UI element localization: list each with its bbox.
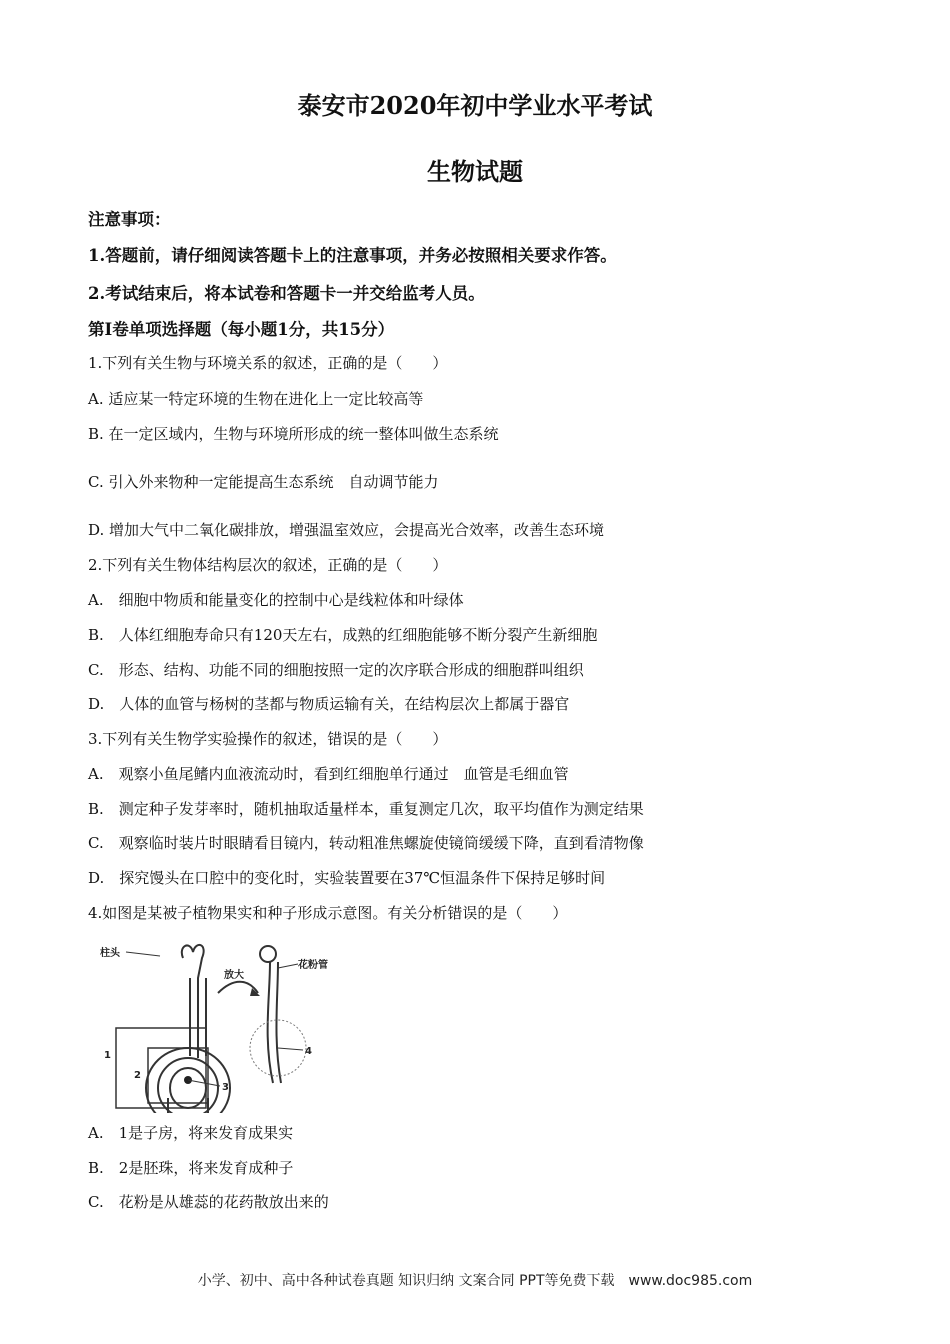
figure-label-1: 1 bbox=[104, 1050, 111, 1061]
figure-label-stigma: 柱头 bbox=[100, 948, 120, 959]
figure-label-enlarge: 放大 bbox=[224, 970, 244, 981]
question-1-stem: 1.下列有关生物与环境关系的叙述，正确的是（ ） bbox=[88, 354, 448, 372]
figure-label-4: 4 bbox=[305, 1046, 312, 1057]
question-1-option-b: B. 在一定区域内，生物与环境所形成的统一整体叫做生态系统 bbox=[88, 425, 499, 443]
question-3-option-d: D. 探究馒头在口腔中的变化时，实验装置要在37℃恒温条件下保持足够时间 bbox=[88, 869, 606, 887]
exam-subtitle: 生物试题 bbox=[427, 157, 523, 186]
figure-label-pollen-tube: 花粉管 bbox=[298, 960, 328, 971]
exam-title: 泰安市2020年初中学业水平考试 bbox=[297, 91, 653, 120]
question-4-stem: 4.如图是某被子植物果实和种子形成示意图。有关分析错误的是（ ） bbox=[88, 904, 568, 922]
question-2-option-b: B. 人体红细胞寿命只有120天左右，成熟的红细胞能够不断分裂产生新细胞 bbox=[88, 626, 598, 644]
question-3-stem: 3.下列有关生物学实验操作的叙述，错误的是（ ） bbox=[88, 730, 448, 748]
question-4-option-a: A. 1是子房，将来发育成果实 bbox=[88, 1124, 294, 1142]
figure-label-3: 3 bbox=[222, 1082, 229, 1093]
notes-item-1: 1.答题前，请仔细阅读答题卡上的注意事项，并务必按照相关要求作答。 bbox=[88, 246, 617, 265]
question-3-option-b: B. 测定种子发芽率时，随机抽取适量样本，重复测定几次，取平均值作为测定结果 bbox=[88, 800, 644, 818]
page-footer: 小学、初中、高中各种试卷真题 知识归纳 文案合同 PPT等免费下载 www.doc985.com bbox=[197, 1273, 753, 1289]
question-3-option-a: A. 观察小鱼尾鳍内血液流动时，看到红细胞单行通过 血管是毛细血管 bbox=[88, 765, 569, 783]
question-4-option-b: B. 2是胚珠，将来发育成种子 bbox=[88, 1159, 294, 1177]
section-title: 第Ⅰ卷单项选择题（每小题1分，共15分） bbox=[88, 320, 395, 339]
question-2-stem: 2.下列有关生物体结构层次的叙述，正确的是（ ） bbox=[88, 556, 448, 574]
question-1-option-d: D. 增加大气中二氧化碳排放，增强温室效应，会提高光合效率，改善生态环境 bbox=[88, 521, 605, 539]
flower-fruit-diagram bbox=[98, 938, 360, 1113]
notes-item-2: 2.考试结束后，将本试卷和答题卡一并交给监考人员。 bbox=[88, 284, 485, 303]
notes-heading: 注意事项： bbox=[88, 210, 171, 229]
figure-label-2: 2 bbox=[134, 1070, 141, 1081]
question-2-option-d: D. 人体的血管与杨树的茎都与物质运输有关，在结构层次上都属于器官 bbox=[88, 695, 570, 713]
question-2-option-c: C. 形态、结构、功能不同的细胞按照一定的次序联合形成的细胞群叫组织 bbox=[88, 661, 584, 679]
question-2-option-a: A. 细胞中物质和能量变化的控制中心是线粒体和叶绿体 bbox=[88, 591, 464, 609]
question-4-option-c: C. 花粉是从雄蕊的花药散放出来的 bbox=[88, 1193, 329, 1211]
question-1-option-c: C. 引入外来物种一定能提高生态系统 自动调节能力 bbox=[88, 473, 439, 491]
question-3-option-c: C. 观察临时装片时眼睛看目镜内，转动粗准焦螺旋使镜筒缓缓下降，直到看清物像 bbox=[88, 834, 644, 852]
question-1-option-a: A. 适应某一特定环境的生物在进化上一定比较高等 bbox=[88, 390, 424, 408]
